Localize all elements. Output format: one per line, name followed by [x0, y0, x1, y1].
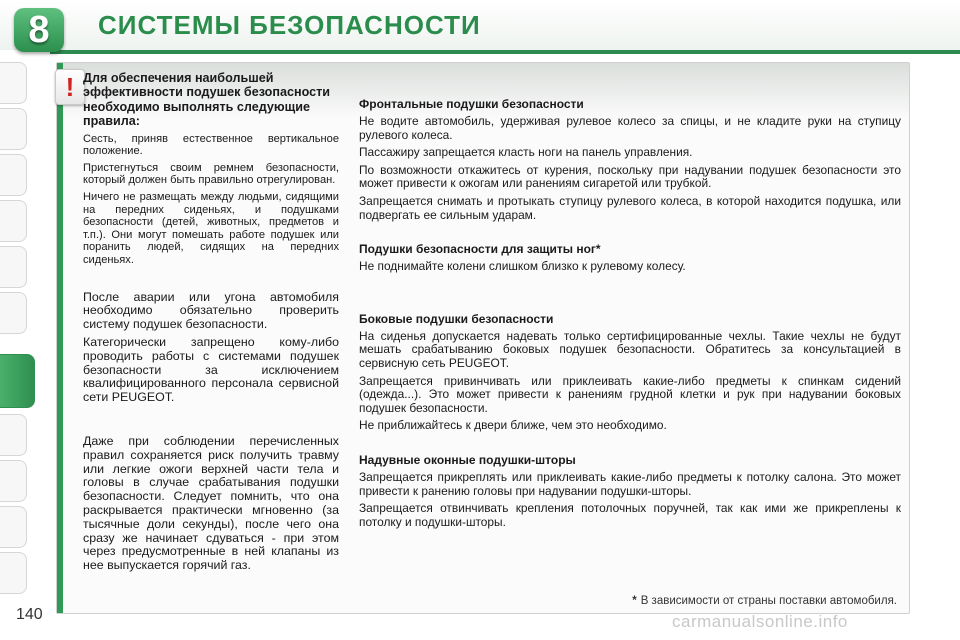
prohibited-text: Категорически запрещено кому-либо проводить работы с системами подушек безопасности за исключением квалифицированного персонала сервисной сети PEUGEOT. — [83, 334, 339, 405]
rule-item: Ничего не размещать между людьми, сидящими на передних сиденьях, и подушками безопасности (детей, животных, предметов и т.п.). Они могут помешать работе подушек или поранить людей, сидящих на передних сиденьях. — [83, 191, 339, 266]
paragraph: Запрещается прикреплять или приклеивать какие-либо предметы к потолку салона. Это может привести к ранению головы при надувании подушки-шторы. — [359, 469, 901, 498]
side-tab[interactable] — [0, 552, 27, 594]
side-tab[interactable] — [0, 200, 27, 242]
warning-mark: ! — [65, 71, 75, 102]
side-tab[interactable] — [0, 108, 27, 150]
chapter-title: СИСТЕМЫ БЕЗОПАСНОСТИ — [98, 10, 481, 40]
page-number: 140 — [16, 606, 43, 623]
page-header — [0, 0, 960, 56]
paragraph: Запрещается привинчивать или приклеивать какие-либо предметы к спинкам сидений (одежда...). Это может привести к ранениям грудной клетки и рук при надувании боковых подушек безопасности. — [359, 373, 901, 415]
footnote — [632, 595, 897, 607]
rule-item: Сесть, приняв естественное вертикальное положение. — [83, 132, 339, 158]
section-heading-knee: Подушки безопасности для защиты ног* — [359, 242, 601, 257]
section-heading-frontal: Фронтальные подушки безопасности — [359, 97, 584, 111]
rule-item: Пристегнуться своим ремнем безопасности, который должен быть правильно отрегулирован. — [83, 161, 339, 187]
left-column — [83, 71, 339, 577]
chapter-number: 8 — [28, 8, 50, 51]
section-heading-curtain: Надувные оконные подушки-шторы — [359, 452, 576, 467]
paragraph: Не поднимайте колени слишком близко к рулевому колесу. — [359, 259, 686, 274]
paragraph: Пассажиру запрещается класть ноги на панель управления. — [359, 145, 693, 160]
side-tab[interactable] — [0, 62, 27, 104]
header-rule — [50, 50, 960, 54]
watermark: carmanualsonline.info — [672, 612, 848, 631]
content-panel — [56, 62, 910, 614]
paragraph: Запрещается снимать и протыкать ступицу рулевого колеса, в которой находится подушка, или подвергать ее сильным ударам. — [359, 193, 901, 222]
paragraph: Не водите автомобиль, удерживая рулевое колесо за спицы, и не кладите руки на ступицу рулевого колеса. — [359, 114, 901, 142]
side-tab[interactable] — [0, 414, 27, 456]
panel-accent-bar — [57, 63, 63, 613]
side-tab[interactable] — [0, 246, 27, 288]
after-accident-text: После аварии или угона автомобиля необходимо обязательно проверить систему подушек безопасности. — [83, 289, 339, 332]
risk-text: Даже при соблюдении перечисленных правил сохраняется риск получить травму или легкие ожоги верхней части тела и головы в случае срабатывания подушки безопасности. Следует помнить, что она раскрывается практически мгновенно (за тысячные доли секунды), после чего она сразу же начинает сдуваться - при этом через предусмотренные в ней клапаны из нее выпускается горячий газ. — [83, 433, 339, 573]
section-heading-side: Боковые подушки безопасности — [359, 311, 554, 326]
paragraph: Запрещается отвинчивать крепления потолочных поручней, так как ими же прикреплены к потолку и подушки-шторы. — [359, 501, 901, 529]
side-tab-active[interactable] — [0, 354, 35, 408]
paragraph: Не приближайтесь к двери ближе, чем это необходимо. — [359, 418, 667, 433]
chapter-badge — [14, 8, 64, 52]
lead-rules-heading: Для обеспечения наибольшей эффективности подушек безопасности необходимо выполнять следующие правила: — [83, 71, 331, 129]
side-tab[interactable] — [0, 506, 27, 548]
footnote-mark: * — [632, 595, 637, 607]
side-tab[interactable] — [0, 292, 27, 334]
paragraph: На сиденья допускается надевать только сертифицированные чехлы. Такие чехлы не будут мешать срабатыванию боковых подушек безопасности. Обратитесь за консультацией в сервисную сеть PEUGEOT. — [359, 328, 901, 370]
warning-icon — [55, 69, 85, 105]
side-tab[interactable] — [0, 460, 27, 502]
side-tab[interactable] — [0, 154, 27, 196]
footnote-text: В зависимости от страны поставки автомобиля. — [640, 595, 897, 607]
paragraph: По возможности откажитесь от курения, поскольку при надувании подушек безопасности это может привести к ожогам или ранениям сигаретой или трубкой. — [359, 162, 901, 191]
right-column — [359, 97, 901, 533]
side-tabs — [0, 62, 44, 602]
